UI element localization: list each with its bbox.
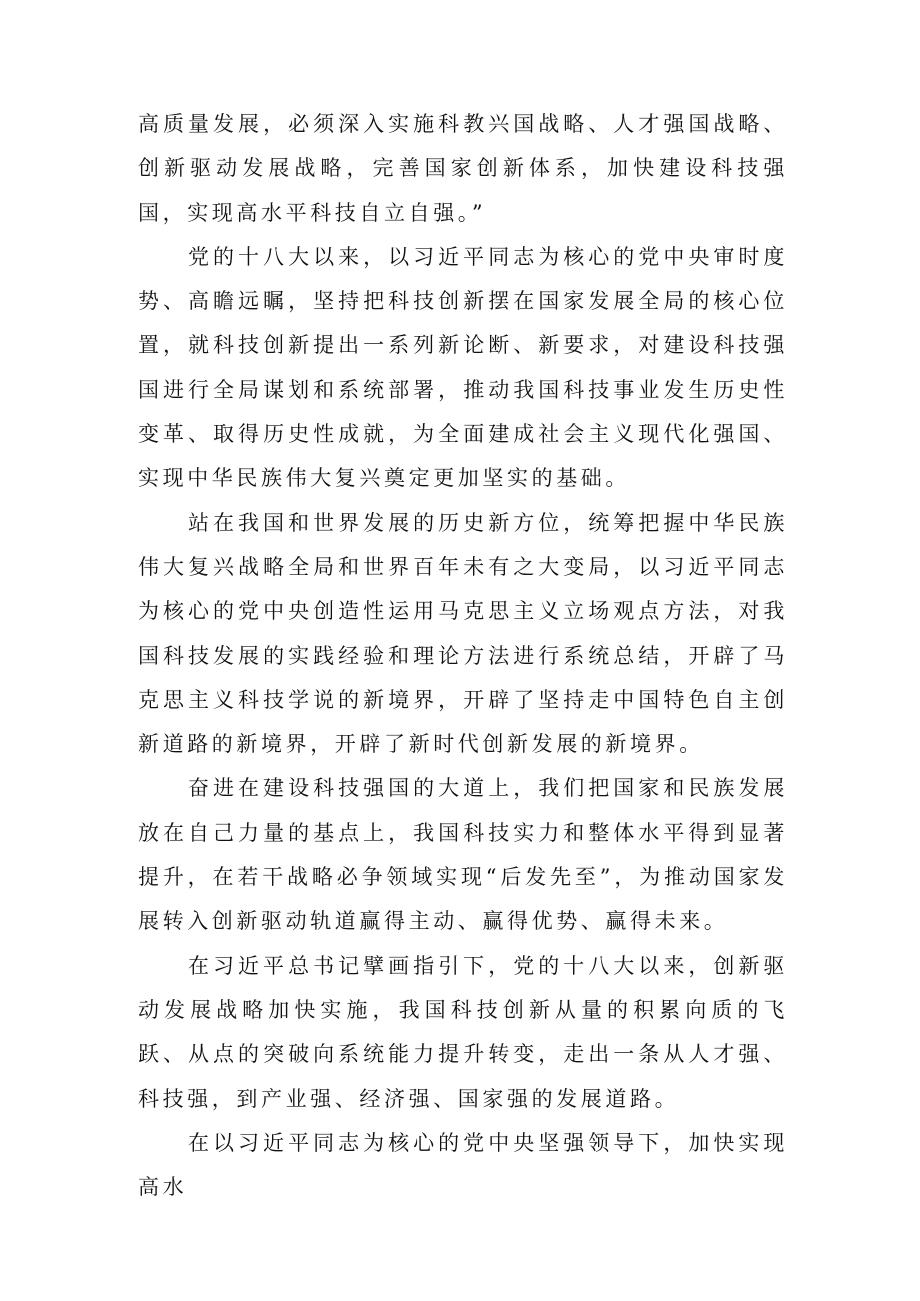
document-body [138,102,788,1209]
paragraph: 党的十八大以来，以习近平同志为核心的党中央审时度势、高瞻远瞩，坚持把科技创新摆在国家发展全局的核心位置，就科技创新提出一系列新论断、新要求，对建设科技强国进行全局谋划和系统部署，推动我国科技事业发生历史性变革、取得历史性成就，为全面建成社会主义现代化强国、实现中华民族伟大复兴奠定更加坚实的基础。 [138,244,788,491]
paragraph: 奋进在建设科技强国的大道上，我们把国家和民族发展放在自己力量的基点上，我国科技实力和整体水平得到显著提升，在若干战略必争领域实现“后发先至”，为推动国家发展转入创新驱动轨道赢得主动、赢得优势、赢得未来。 [138,776,788,934]
paragraph: 站在我国和世界发展的历史新方位，统筹把握中华民族伟大复兴战略全局和世界百年未有之大变局，以习近平同志为核心的党中央创造性运用马克思主义立场观点方法，对我国科技发展的实践经验和理论方法进行系统总结，开辟了马克思主义科技学说的新境界，开辟了坚持走中国特色自主创新道路的新境界，开辟了新时代创新发展的新境界。 [138,510,788,757]
paragraph-continuation: 高质量发展，必须深入实施科教兴国战略、人才强国战略、创新驱动发展战略，完善国家创新体系，加快建设科技强国，实现高水平科技自立自强。” [138,112,788,225]
paragraph: 在习近平总书记擘画指引下，党的十八大以来，创新驱动发展战略加快实施，我国科技创新从量的积累向质的飞跃、从点的突破向系统能力提升转变，走出一条从人才强、科技强，到产业强、经济强、国家强的发展道路。 [138,953,788,1111]
paragraph-truncated: 在以习近平同志为核心的党中央坚强领导下，加快实现高水 [138,1130,788,1200]
